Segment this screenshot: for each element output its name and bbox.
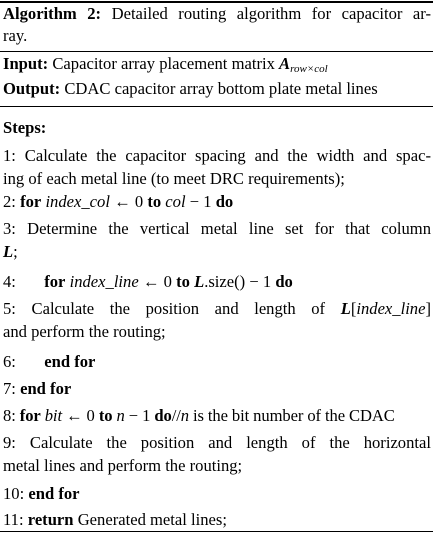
step-9-line-2: metal lines and perform the routing;	[3, 456, 243, 475]
step-5-index: index_line	[356, 299, 426, 318]
step-4-number: 4:	[3, 272, 16, 291]
step-9-line-1	[3, 432, 431, 454]
step-10-end-for: end for	[28, 484, 80, 503]
step-8-init: ← 0	[66, 406, 95, 425]
step-4-init: ← 0	[142, 272, 172, 291]
step-7	[3, 378, 71, 400]
steps-heading: Steps:	[3, 118, 47, 137]
step-11-number: 11:	[3, 510, 24, 529]
step-8-comment-text: is the bit number of the CDAC	[192, 406, 395, 425]
caption-line-1	[3, 3, 431, 25]
step-2-to-keyword: to	[147, 192, 162, 211]
step-4	[3, 271, 293, 293]
step-2-do-keyword: do	[215, 192, 234, 211]
step-2-number: 2:	[3, 192, 16, 211]
bottom-rule	[0, 531, 433, 532]
step-11-return-keyword: return	[27, 510, 74, 529]
step-4-variable: index_line	[69, 272, 139, 291]
step-5-text: Calculate the position and length of	[31, 299, 326, 318]
step-2-for-keyword: for	[20, 192, 42, 211]
step-8-to-keyword: to	[98, 406, 113, 425]
step-8-for-keyword: for	[19, 406, 41, 425]
input-line	[3, 53, 328, 75]
step-2-variable: index_col	[45, 192, 110, 211]
input-matrix-symbol: A	[279, 54, 291, 73]
caption-text: Detailed routing algorithm for capacitor ar-	[111, 4, 432, 23]
step-8-bound-rest: − 1	[128, 406, 151, 425]
step-7-number: 7:	[3, 379, 16, 398]
step-6-end-for: end for	[44, 352, 96, 371]
step-8-variable: bit	[44, 406, 62, 425]
step-4-to-keyword: to	[176, 272, 190, 291]
step-6-number: 6:	[3, 352, 16, 371]
step-3-text: Determine the vertical metal line set for that column	[27, 219, 432, 238]
caption-rule	[0, 51, 433, 52]
step-1-line-2: ing of each metal line (to meet DRC requirements);	[3, 169, 345, 188]
step-8-do-keyword: do	[154, 406, 172, 425]
io-rule	[0, 106, 433, 107]
step-4-bound-rest: .size() − 1	[204, 272, 272, 291]
step-5-number: 5:	[3, 299, 16, 318]
input-label: Input:	[3, 54, 49, 73]
step-8-comment-variable: n	[180, 406, 189, 425]
step-2-init: ← 0	[114, 192, 144, 211]
step-2-bound-variable: col	[165, 192, 186, 211]
input-matrix-subscript: row×col	[290, 63, 328, 75]
step-5-line-1	[3, 298, 431, 320]
step-8-number: 8:	[3, 406, 16, 425]
step-4-for-keyword: for	[44, 272, 66, 291]
step-5-open-bracket: [	[350, 299, 357, 318]
step-5-line-2: and perform the routing;	[3, 322, 166, 341]
step-8-bound-variable: n	[116, 406, 125, 425]
step-1-line-1: 1: Calculate the capacitor spacing and the width and spac-	[3, 146, 431, 165]
step-6	[3, 351, 95, 373]
step-3-symbol: L	[3, 242, 14, 261]
step-3-end: ;	[13, 242, 18, 261]
step-9-text: Calculate the position and length of the horizontal	[29, 433, 431, 452]
step-2-bound-rest: − 1	[189, 192, 212, 211]
output-label: Output:	[3, 79, 61, 98]
step-4-do-keyword: do	[275, 272, 293, 291]
output-line	[3, 78, 378, 100]
step-11	[3, 509, 227, 531]
step-5-close-bracket: ]	[425, 299, 432, 318]
caption-label: Algorithm 2:	[3, 4, 102, 23]
step-9-number: 9:	[3, 433, 16, 452]
step-3-line-1	[3, 218, 431, 240]
step-3-number: 3:	[3, 219, 16, 238]
step-7-end-for: end for	[20, 379, 72, 398]
step-10	[3, 483, 80, 505]
caption-line-2: ray.	[3, 26, 28, 45]
step-11-text: Generated metal lines;	[77, 510, 227, 529]
step-10-number: 10:	[3, 484, 25, 503]
step-5-symbol: L	[340, 299, 351, 318]
step-4-symbol: L	[194, 272, 205, 291]
step-3-line-2	[3, 241, 18, 263]
step-2	[3, 191, 233, 213]
input-text: Capacitor array placement matrix	[52, 54, 280, 73]
step-8-comment-marker: //	[171, 406, 181, 425]
output-text: CDAC capacitor array bottom plate metal lines	[64, 79, 378, 98]
step-8	[3, 405, 395, 427]
